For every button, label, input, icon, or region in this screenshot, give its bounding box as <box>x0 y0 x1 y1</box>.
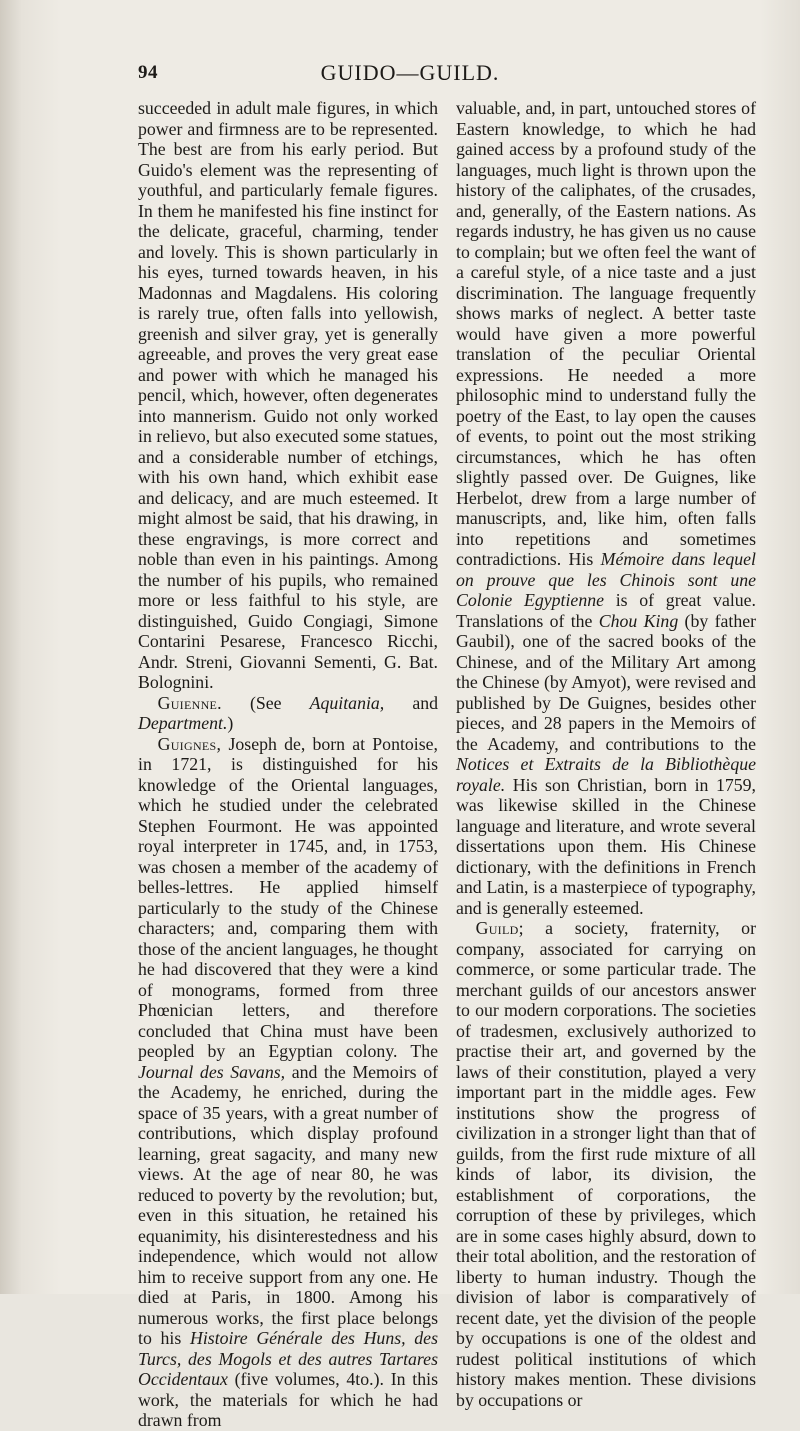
guienne-and: and <box>412 692 438 713</box>
left-column <box>138 98 438 1431</box>
guienne-ref-aquitania: Aquitania, <box>309 692 385 713</box>
right-text-3: (by father Gaubil), one of the sacred books of the Chinese, and of the Military Art among the Chinese (by Amyot), were revised and published by De Guignes, besides other pieces, and 28 papers in the Memoirs of the Academy, and contributions to the <box>456 610 757 754</box>
notices-title: Notices et Extraits de la Bibliothèque royale. <box>456 754 756 795</box>
guild-text: ; a society, fraternity, or company, associated for carrying on commerce, or some particular trade. The merchant guilds of our ancestors answer to our modern corporations. The societies of tradesmen, exclusively authorized to practise their art, and governed by the laws of their constitution, played a very important part in the middle ages. Few institutions show the progress of civilization in a stronger light than that of guilds, from the first rude mixture of all kinds of labor, its division, the establishment of corporations, the corruption of these by privileges, which are in some cases highly absurd, down to their total abolition, and the restoration of liberty to human industry. Though the division of labor is comparatively of recent date, yet the division of the people by occupations is one of the oldest and rudest political institutions of which history makes mention. These divisions by occupations or <box>456 918 756 1410</box>
guignes-text-3: (five volumes, 4to.). In this work, the materials for which he had drawn from <box>138 1369 438 1430</box>
journal-title: Journal des Savans, <box>138 1061 286 1082</box>
guienne-close: ) <box>227 713 234 733</box>
guido-paragraph <box>138 98 438 693</box>
guignes-text-2: and the Memoirs of the Academy, he enriched, during the space of 35 years, with a great number of contributions, which display profound learning, great sagacity, and many new views. At the age of near 80, he was reduced to poverty by the revolution; but, even in this situation, he retained his equanimity, his disinterestedness and his independence, which would not allow him to receive support from any one. He died at Paris, in 1800. Among his numerous works, the first place belongs to his <box>138 1061 438 1348</box>
guienne-entry <box>138 693 438 734</box>
right-column <box>456 98 756 1410</box>
memoire-title: Mémoire dans lequel on prouve que les Chinois sont une Colonie Egyptienne <box>456 549 756 610</box>
page-number: 94 <box>138 62 158 83</box>
guignes-text-1: Joseph de, born at Pontoise, in 1721, is distinguished for his knowledge of the Oriental languages, which he studied under the celebrated Stephen Fourmont. He was appointed royal interpreter in 1745, and, in 1753, was chosen a member of the academy of belles-lettres. He applied himself particularly to the study of the Chinese characters; and, comparing them with those of the ancient languages, he thought he had discovered that they were a kind of monograms, formed from three Phœnician letters, and therefore concluded that China must have been peopled by an Egyptian colony. The <box>138 733 438 1061</box>
right-text-4: His son Christian, born in 1759, was likewise skilled in the Chinese language and literature, and wrote several dissertations upon them. His Chinese dictionary, with the definitions in French and Latin, is a masterpiece of typography, and is generally esteemed. <box>456 774 757 918</box>
guignes-entry <box>138 734 438 1431</box>
histoire-title: Histoire Générale des Huns, des Turcs, des Mogols et des autres Tartares Occidentaux <box>138 1328 438 1389</box>
guienne-ref-department: Department. <box>138 713 228 733</box>
guido-text: succeeded in adult male figures, in which power and firmness are to be represented. The best are from his early period. But Guido's element was the representing of youthful, and particularly female figures. In them he manifested his fine instinct for the delicate, graceful, charming, tender and lovely. This is shown particularly in his eyes, turned towards heaven, in his Madonnas and Magdalens. His coloring is rarely true, often falls into yellowish, greenish and silver gray, yet is generally agreeable, and proves the very great ease and power with which he managed his pencil, which, however, often degenerates into mannerism. Guido not only worked in relievo, but also executed some statues, and a considerable number of etchings, with his own hand, which exhibit ease and delicacy, and are much esteemed. It might almost be said, that his drawing, in these engravings, is more correct and noble than even in his paintings. Among the number of his pupils, who remained more or less faithful to his style, are distinguished, Guido Congiagi, Simone Contarini Pesarese, Francesco Ricchi, Andr. Streni, Giovanni Sementi, G. Bat. Bolognini. <box>138 98 438 692</box>
guienne-see: (See <box>249 692 282 713</box>
guild-headword: Guild <box>475 918 519 938</box>
guienne-headword: Guienne. <box>157 692 222 713</box>
page-header <box>0 58 800 88</box>
right-text-1: valuable, and, in part, untouched stores of Eastern knowledge, to which he had gained access by a profound study of the languages, much light is thrown upon the history of the caliphates, of the crusades, and, generally, of the Eastern nations. As regards industry, he has given us no cause to complain; but we often feel the want of a careful style, of a nice taste and a just discrimination. The language frequently shows marks of neglect. A better taste would have given a more powerful translation of the peculiar Oriental expressions. He needed a more philosophic mind to understand fully the poetry of the East, to lay open the causes of events, to point out the most striking circumstances, which he has often slightly passed over. De Guignes, like Herbelot, drew from a large number of manuscripts, and, like him, often falls into repetitions and sometimes contradictions. His <box>456 98 756 569</box>
running-head: GUIDO—GUILD. <box>320 60 500 85</box>
chou-king-title: Chou King <box>598 610 679 631</box>
guignes-headword: Guignes, <box>157 733 222 754</box>
guignes-continued <box>456 98 756 918</box>
right-text-2: is of great value. Translations of the <box>456 590 757 631</box>
guild-entry <box>456 918 756 1410</box>
